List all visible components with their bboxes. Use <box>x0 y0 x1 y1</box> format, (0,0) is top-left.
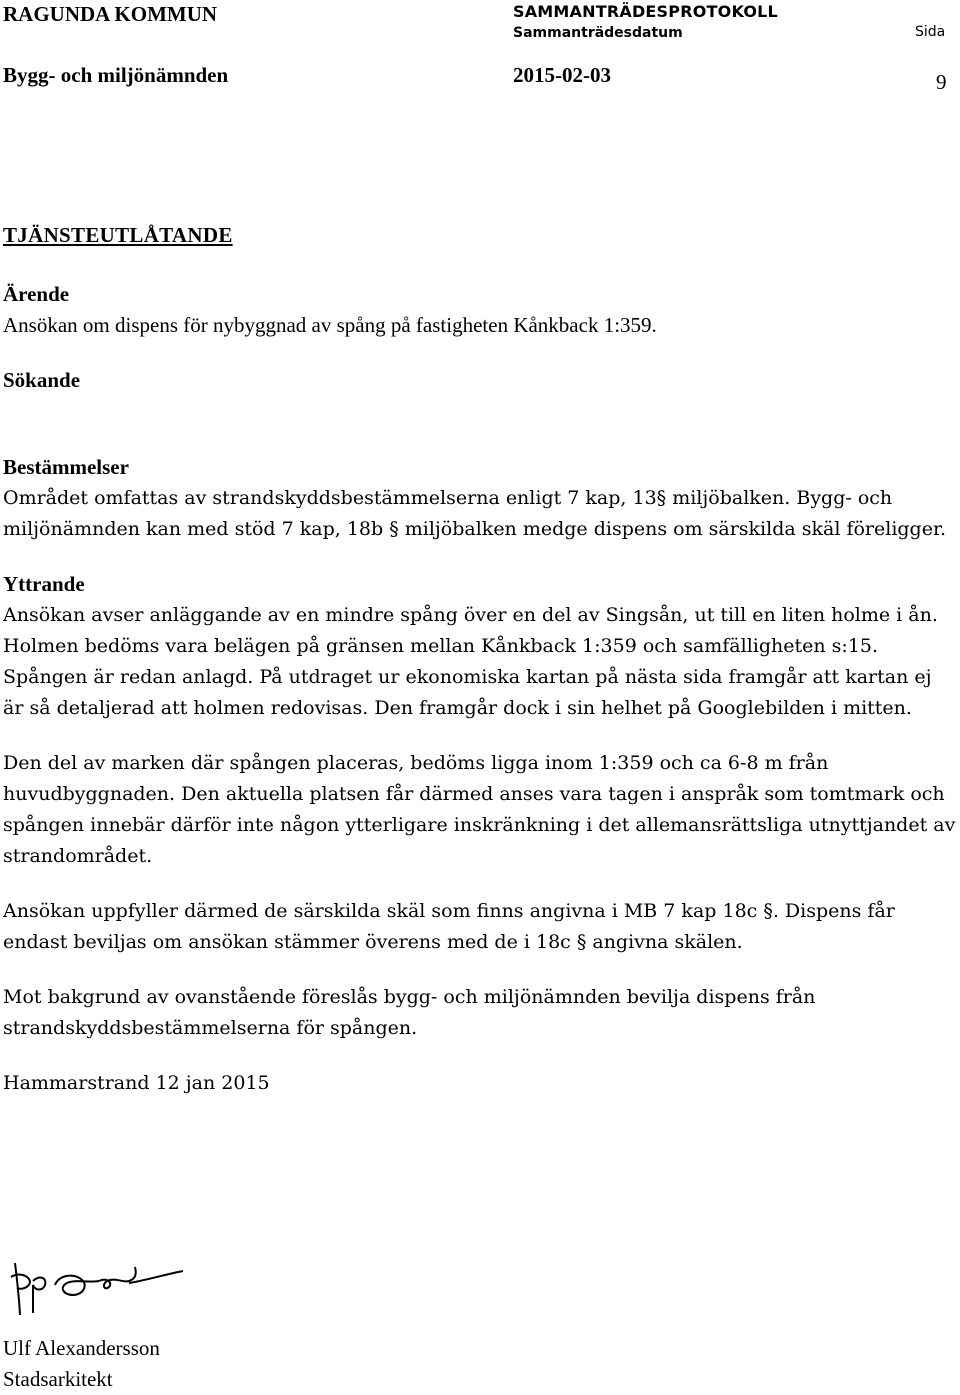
document-body <box>3 220 957 1099</box>
yttrande-paragraph-3: Ansökan uppfyller därmed de särskilda skäl som finns angivna i MB 7 kap 18c §. Dispens får endast beviljas om ansökan stämmer överens med de i 18c § angivna skälen. <box>3 900 895 953</box>
signer-name: Ulf Alexandersson <box>3 1336 160 1360</box>
bestammelser-heading: Bestämmelser <box>3 455 129 479</box>
bestammelser-text: Området omfattas av strandskyddsbestämmelserna enligt 7 kap, 13§ miljöbalken. Bygg- och miljönämnden kan med stöd 7 kap, 18b § miljöbalken medge dispens om särskilda skäl föreligger. <box>3 487 946 540</box>
sokande-heading: Sökande <box>3 368 81 392</box>
municipality-name: RAGUNDA KOMMUN <box>3 2 218 26</box>
page-label: Sida <box>915 24 946 40</box>
signer-title: Stadsarkitekt <box>3 1367 113 1391</box>
place-and-date: Hammarstrand 12 jan 2015 <box>3 1072 270 1094</box>
document-title: TJÄNSTEUTLÅTANDE <box>3 223 233 247</box>
yttrande-paragraph-2: Den del av marken där spången placeras, bedöms ligga inom 1:359 och ca 6-8 m från huvudbyggnaden. Den aktuella platsen får därmed anses vara tagen i anspråk som tomtmark och spången innebär därför inte någon ytterligare inskränkning i det allemansrättsliga utnyttjandet av strandområdet. <box>3 752 956 867</box>
yttrande-heading: Yttrande <box>3 572 85 596</box>
meeting-date: 2015-02-03 <box>513 63 611 87</box>
arende-heading: Ärende <box>3 282 70 306</box>
yttrande-paragraph-4: Mot bakgrund av ovanstående föreslås bygg- och miljönämnden bevilja dispens från strandskyddsbestämmelserna för spången. <box>3 986 816 1039</box>
arende-text: Ansökan om dispens för nybyggnad av spång på fastigheten Kånkback 1:359. <box>3 313 657 337</box>
handwritten-signature <box>3 1255 203 1319</box>
yttrande-paragraph-1: Ansökan avser anläggande av en mindre spång över en del av Singsån, ut till en liten holme i ån. Holmen bedöms vara belägen på gränsen mellan Kånkback 1:359 och samfälligheten s:15. Spången är redan anlagd. På utdraget ur ekonomiska kartan på nästa sida framgår att kartan ej är så detaljerad att holmen redovisas. Den framgår dock i sin helhet på Googlebilden i mitten. <box>3 604 938 719</box>
signer-block <box>3 1333 160 1395</box>
committee-name: Bygg- och miljönämnden <box>3 63 229 87</box>
meeting-date-label: Sammanträdesdatum <box>513 25 683 41</box>
protocol-title: SAMMANTRÄDESPROTOKOLL <box>513 2 778 21</box>
page-number: 9 <box>936 70 947 94</box>
